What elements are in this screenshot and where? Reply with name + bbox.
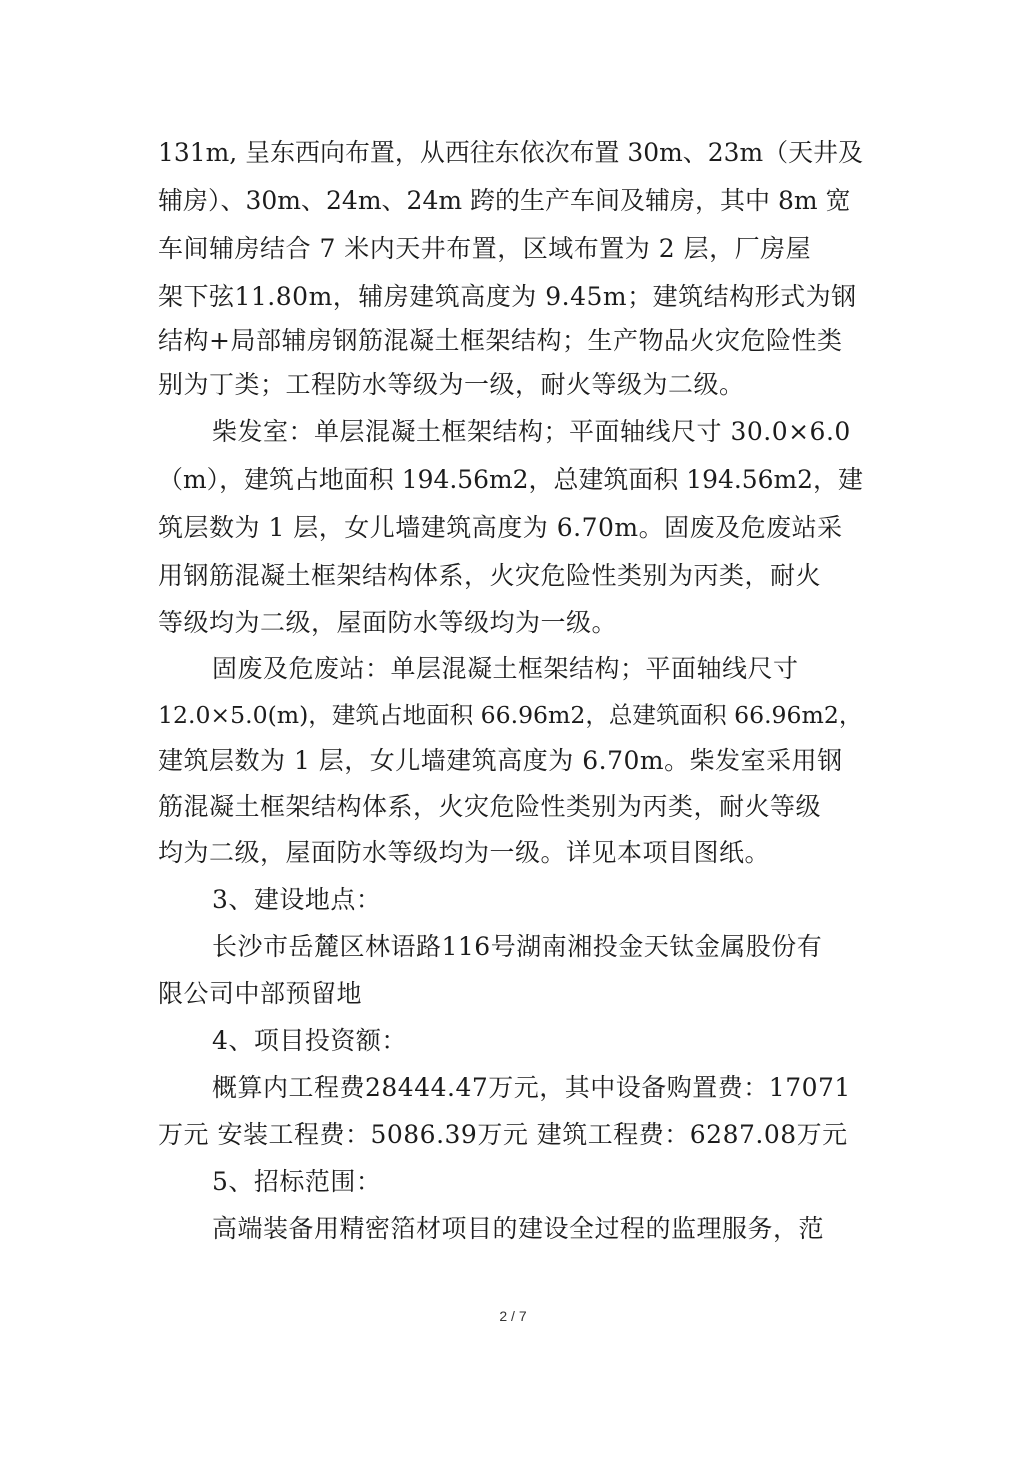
section-heading: 5、招标范围： xyxy=(212,1167,382,1196)
body-text-line: 筋混凝土框架结构体系，火灾危险性类别为丙类，耐火等级 xyxy=(158,792,822,821)
body-text-line: 12.0×5.0(m)，建筑占地面积 66.96m2，总建筑面积 66.96m2， xyxy=(158,701,863,729)
body-text-line: 辅房）、30m、24m、24m 跨的生产车间及辅房，其中 8m 宽 xyxy=(158,186,851,215)
section-heading: 4、项目投资额： xyxy=(212,1026,407,1055)
body-text-line: 车间辅房结合 7 米内天井布置，区域布置为 2 层，厂房屋 xyxy=(158,234,812,263)
body-text-line: 建筑层数为 1 层，女儿墙建筑高度为 6.70m。柴发室采用钢 xyxy=(158,746,843,775)
body-text-line: 固废及危废站：单层混凝土框架结构；平面轴线尺寸 xyxy=(212,654,799,683)
body-text-line: 等级均为二级，屋面防水等级均为一级。 xyxy=(158,608,618,637)
body-text-line: 结构+局部辅房钢筋混凝土框架结构；生产物品火灾危险性类 xyxy=(158,326,843,355)
body-text-line: （m），建筑占地面积 194.56m2，总建筑面积 194.56m2，建 xyxy=(158,465,863,494)
body-text-line: 限公司中部预留地 xyxy=(158,979,363,1008)
body-text-line: 高端装备用精密箔材项目的建设全过程的监理服务，范 xyxy=(212,1214,825,1243)
body-text-line: 筑层数为 1 层，女儿墙建筑高度为 6.70m。固废及危废站采 xyxy=(158,513,843,542)
body-text-line: 万元 安装工程费：5086.39万元 建筑工程费：6287.08万元 xyxy=(158,1120,848,1149)
body-text-line: 别为丁类；工程防水等级为一级，耐火等级为二级。 xyxy=(158,370,745,399)
body-text-line: 131m, 呈东西向布置，从西往东依次布置 30m、23m（天井及 xyxy=(158,138,863,167)
page-number: 2 / 7 xyxy=(499,1308,527,1324)
body-text-line: 用钢筋混凝土框架结构体系，火灾危险性类别为丙类，耐火 xyxy=(158,561,822,590)
section-heading: 3、建设地点： xyxy=(212,885,382,914)
body-text-line: 柴发室：单层混凝土框架结构；平面轴线尺寸 30.0×6.0 xyxy=(212,417,851,446)
body-text-line: 长沙市岳麓区林语路116号湖南湘投金天钛金属股份有 xyxy=(212,932,823,961)
body-text-line: 均为二级，屋面防水等级均为一级。详见本项目图纸。 xyxy=(158,838,771,867)
body-text-line: 概算内工程费28444.47万元，其中设备购置费：17071 xyxy=(212,1073,851,1102)
body-text-line: 架下弦11.80m，辅房建筑高度为 9.45m；建筑结构形式为钢 xyxy=(158,282,857,311)
